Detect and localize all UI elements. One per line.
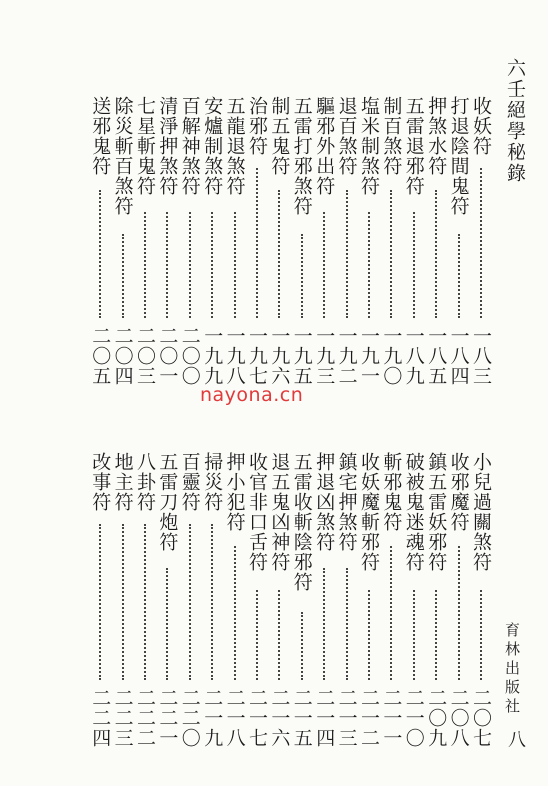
toc-leader-dots [435,590,437,680]
toc-entry-title: 破被鬼迷魂符 [402,452,425,572]
toc-leader-dots [166,212,168,318]
toc-leader-dots [480,590,482,680]
toc-entry [448,96,470,392]
toc-entry [448,452,470,754]
toc-entry [313,452,335,754]
toc-entry [134,96,156,392]
toc-entry-page: 一八五 [425,326,448,386]
toc-leader-dots [368,212,370,318]
toc-entry-title: 五雷收斬陰邪符 [290,452,313,592]
toc-leader-dots [189,524,191,680]
toc-entry [358,96,380,392]
toc-entry [470,452,492,754]
toc-entry [268,96,290,392]
toc-entry [134,452,156,754]
toc-entry-title: 掃災符 [201,452,224,512]
toc-entry [425,452,447,754]
toc-leader-dots [368,590,370,680]
toc-entry-page: 二一五 [290,688,313,748]
toc-leader-dots [189,212,191,318]
toc-entry-page: 一九九 [201,326,224,386]
toc-entry-page: 二二二 [134,688,156,748]
toc-entry-page: 二一一 [380,688,403,748]
toc-entry [179,452,201,754]
toc-entry-title: 驅邪外出符 [313,96,336,196]
toc-entry-page: 一九三 [313,326,336,386]
toc-leader-dots [144,524,146,680]
toc-entry-page: 二二〇 [178,688,201,748]
toc-entry-page: 一九二 [335,326,358,386]
running-header-title: 六壬絕學秘錄 [504,58,526,184]
toc-entry-page: 二一二 [358,688,380,748]
toc-entry [291,452,313,754]
toc-entry-page: 一八三 [470,326,492,386]
toc-entry-title: 退百煞符 [335,96,358,176]
toc-entry-title: 收妖魔斬邪符 [358,452,380,572]
toc-entry-page: 一九六 [268,326,291,386]
toc-entry-title: 五雷刀炮符 [156,452,179,552]
toc-entry [201,452,223,754]
toc-entry [246,96,268,392]
toc-entry-page: 二一四 [313,688,336,748]
toc-entry-page: 二二一 [156,688,179,748]
toc-entry [336,452,358,754]
toc-entry-title: 制百煞符 [380,96,403,176]
toc-entry [156,452,178,754]
toc-entry-title: 收妖符 [470,96,492,156]
toc-leader-dots [234,212,236,318]
toc-leader-dots [323,568,325,680]
toc-entry-page: 二一八 [223,688,246,748]
toc-entry [156,96,178,392]
toc-leader-dots [458,234,460,318]
toc-entry-title: 五雷退邪符 [402,96,425,196]
toc-entry-title: 退五鬼凶神符 [268,452,291,572]
toc-entry [358,452,380,754]
toc-leader-dots [278,590,280,680]
toc-entry [224,96,246,392]
toc-leader-dots [346,568,348,680]
toc-entry-page: 二〇四 [111,326,134,386]
toc-entry-title: 地主符 [111,452,134,512]
toc-entry [89,452,111,754]
toc-entry-title: 鎮宅押煞符 [335,452,358,552]
toc-leader-dots [390,190,392,318]
toc-entry-page: 二二四 [89,688,112,748]
toc-leader-dots [346,190,348,318]
toc-leader-dots [413,590,415,680]
toc-entry-title: 收邪魔符 [447,452,470,532]
toc-entry [425,96,447,392]
toc-entry-title: 五雷打邪煞符 [290,96,313,216]
toc-entry-page: 二〇三 [134,326,156,386]
toc-entry [380,96,402,392]
toc-entry-title: 安爐制煞符 [201,96,224,196]
toc-entry-title: 五龍退煞符 [223,96,246,196]
toc-entry-page: 二〇七 [470,688,492,748]
toc-entry-page: 一九一 [358,326,380,386]
toc-entry-page: 二〇九 [425,688,448,748]
watermark: nayona.cn [200,384,304,406]
toc-entry-title: 打退陰間鬼符 [447,96,470,216]
toc-entry-title: 除災斬百煞符 [111,96,134,216]
toc-entry [268,452,290,754]
toc-entry-title: 押煞水符 [425,96,448,176]
toc-entry-title: 八卦符 [134,452,156,512]
toc-entry [291,96,313,392]
toc-entry-title: 百解神煞符 [178,96,201,196]
toc-entry [313,96,335,392]
page-number: 八 [505,730,526,748]
toc-entry-page: 一九〇 [380,326,403,386]
toc-leader-dots [122,234,124,318]
toc-entry-title: 小兒過關煞符 [470,452,492,572]
toc-entry-page: 一九八 [223,326,246,386]
toc-entry [336,96,358,392]
toc-entry [470,96,492,392]
toc-entry [380,452,402,754]
toc-entry-page: 二一三 [335,688,358,748]
toc-entry-title: 塩米制煞符 [358,96,380,196]
toc-entry-page: 二〇〇 [178,326,201,386]
toc-leader-dots [323,212,325,318]
toc-entry-title: 斬邪鬼符 [380,452,403,532]
toc-entry-page: 一九五 [290,326,313,386]
toc-leader-dots [301,612,303,680]
toc-leader-dots [390,546,392,680]
toc-entry [246,452,268,754]
toc-leader-dots [301,234,303,318]
toc-leader-dots [166,568,168,680]
toc-entry-title: 治邪符 [246,96,268,156]
toc-entry [89,96,111,392]
toc-leader-dots [99,190,101,318]
toc-leader-dots [211,212,213,318]
toc-entry-page: 二一七 [246,688,268,748]
toc-entry-page: 二〇八 [447,688,470,748]
toc-entry-page: 二一〇 [402,688,425,748]
toc-entry-title: 押退凶煞符 [313,452,336,552]
toc-entry-title: 百靈符 [178,452,201,512]
toc-leader-dots [99,524,101,680]
toc-entry-title: 送邪鬼符 [89,96,112,176]
toc-leader-dots [122,524,124,680]
toc-leader-dots [256,168,258,318]
toc-entry-title: 七星斬鬼符 [134,96,156,196]
toc-entry-page: 二二三 [111,688,134,748]
toc-leader-dots [413,212,415,318]
toc-entry-title: 鎮五雷妖邪符 [425,452,448,572]
toc-leader-dots [480,168,482,318]
toc-leader-dots [435,190,437,318]
publisher-name: 育林出版社 [503,622,521,717]
toc-entry-title: 收官非口舌符 [246,452,268,572]
toc-entry-page: 一九七 [246,326,268,386]
toc-entry [403,452,425,754]
toc-entry [179,96,201,392]
toc-entry [112,452,134,754]
toc-entry-title: 押小犯符 [223,452,246,532]
toc-entry [224,452,246,754]
toc-leader-dots [211,524,213,680]
toc-entry [112,96,134,392]
toc-leader-dots [256,590,258,680]
toc-leader-dots [234,546,236,680]
toc-entry-page: 一八九 [402,326,425,386]
toc-entry [403,96,425,392]
toc-entry [201,96,223,392]
toc-entry-title: 改事符 [89,452,112,512]
toc-entry-title: 清淨押煞符 [156,96,179,196]
toc-entry-page: 二一六 [268,688,291,748]
toc-entry-page: 一八四 [447,326,470,386]
toc-leader-dots [458,546,460,680]
toc-entry-page: 二一九 [201,688,224,748]
toc-entry-title: 制五鬼符 [268,96,291,176]
toc-leader-dots [144,212,146,318]
toc-entry-page: 二〇一 [156,326,179,386]
toc-leader-dots [278,190,280,318]
toc-entry-page: 二〇五 [89,326,112,386]
